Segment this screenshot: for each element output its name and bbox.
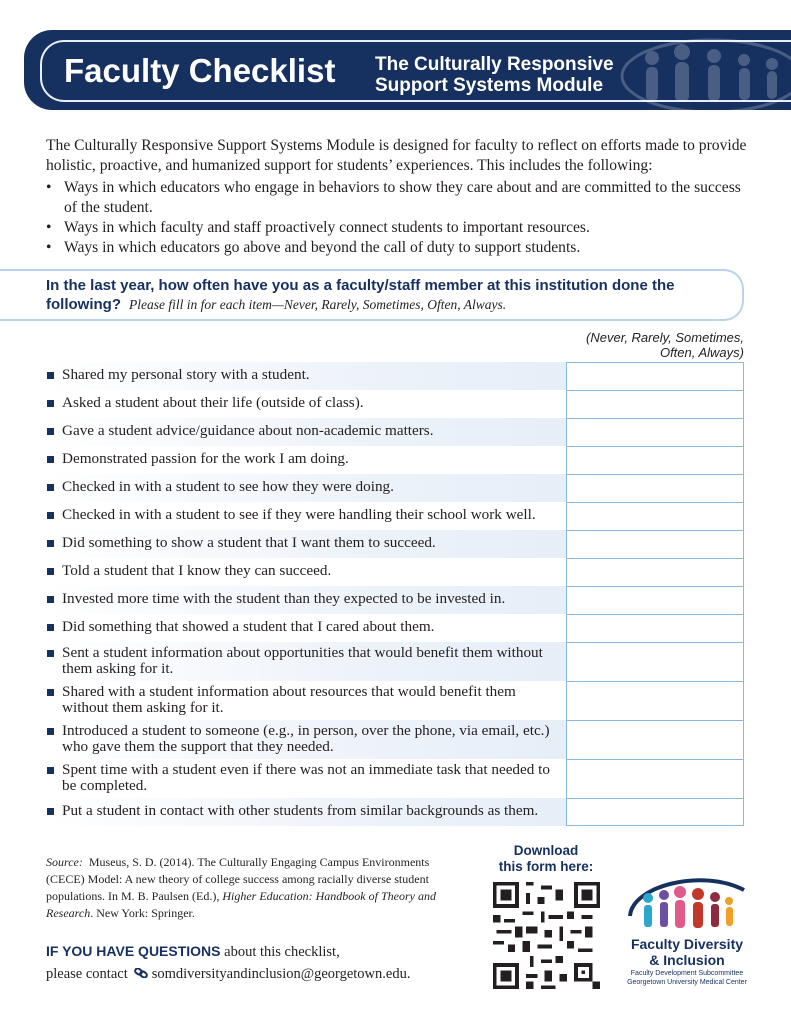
contact-heading: IF YOU HAVE QUESTIONS xyxy=(46,943,221,959)
square-bullet-icon xyxy=(47,568,54,575)
checklist-item xyxy=(44,502,566,530)
checklist-item-text: Introduced a student to someone (e.g., in person, over the phone, via email, etc.) who gave them the support that they needed. xyxy=(62,722,550,755)
checklist-item xyxy=(44,446,566,474)
checklist-row xyxy=(44,530,744,558)
checklist-row xyxy=(44,642,744,681)
intro-bullet: • Ways in which faculty and staff proactively connect students to important resources. xyxy=(46,218,752,238)
source-text: Museus, S. D. (2014). The Culturally Engaging Campus Environments (CECE) Model: A new theory of college success among racially diverse student populations. In M. B. Paulsen (Ed.), xyxy=(46,855,430,903)
source-book-title: Higher Education: Handbook of Theory and Research xyxy=(46,889,436,920)
square-bullet-icon xyxy=(47,400,54,407)
checklist-row xyxy=(44,558,744,586)
logo-name-line-1: Faculty Diversity xyxy=(630,936,744,952)
checklist-item xyxy=(44,418,566,446)
square-bullet-icon xyxy=(47,689,54,696)
answer-field[interactable] xyxy=(566,586,744,614)
subtitle-line-1: The Culturally Responsive xyxy=(375,54,614,75)
checklist-item-text: Did something that showed a student that I cared about them. xyxy=(62,618,435,635)
checklist-item-text: Invested more time with the student than they expected to be invested in. xyxy=(62,590,506,607)
intro-bullet-list xyxy=(46,178,752,258)
checklist-item xyxy=(44,681,566,720)
checklist-item-text: Told a student that I know they can succeed. xyxy=(62,562,332,579)
checklist-row xyxy=(44,418,744,446)
source-citation xyxy=(46,854,466,922)
square-bullet-icon xyxy=(47,596,54,603)
checklist-row xyxy=(44,759,744,798)
checklist-item-text: Did something to show a student that I want them to succeed. xyxy=(62,534,436,551)
answer-field[interactable] xyxy=(566,474,744,502)
checklist-row xyxy=(44,446,744,474)
checklist-row xyxy=(44,362,744,390)
answer-field[interactable] xyxy=(566,362,744,390)
square-bullet-icon xyxy=(47,650,54,657)
checklist-item-text: Gave a student advice/guidance about non-academic matters. xyxy=(62,422,434,439)
source-label: Source: xyxy=(46,855,83,869)
square-bullet-icon xyxy=(47,808,54,815)
answer-column-header-line-1: (Never, Rarely, Sometimes, xyxy=(586,330,744,345)
checklist-item-text: Demonstrated passion for the work I am doing. xyxy=(62,450,349,467)
answer-field[interactable] xyxy=(566,759,744,798)
checklist-item-text: Shared my personal story with a student. xyxy=(62,366,310,383)
intro-bullet: • Ways in which educators go above and beyond the call of duty to support students. xyxy=(46,238,752,258)
question-prompt: In the last year, how often have you as a faculty/staff member at this institution done the following? xyxy=(46,277,675,313)
download-label xyxy=(490,843,602,875)
answer-field[interactable] xyxy=(566,502,744,530)
answer-field[interactable] xyxy=(566,446,744,474)
logo-name-line-2: & Inclusion xyxy=(649,952,725,968)
square-bullet-icon xyxy=(47,728,54,735)
square-bullet-icon xyxy=(47,372,54,379)
checklist-item-text: Checked in with a student to see if they were handling their school work well. xyxy=(62,506,536,523)
contact-section xyxy=(46,940,466,985)
square-bullet-icon xyxy=(47,456,54,463)
square-bullet-icon xyxy=(47,428,54,435)
checklist-item xyxy=(44,558,566,586)
checklist-row xyxy=(44,502,744,530)
checklist-item xyxy=(44,474,566,502)
checklist-item xyxy=(44,390,566,418)
contact-line-2 xyxy=(46,963,466,985)
checklist-row xyxy=(44,586,744,614)
checklist-item-text: Shared with a student information about resources that would benefit them without them asking for it. xyxy=(62,683,516,716)
intro-section xyxy=(46,136,752,258)
contact-line-1 xyxy=(46,940,466,963)
answer-field[interactable] xyxy=(566,390,744,418)
checklist-item xyxy=(44,530,566,558)
qr-code-icon[interactable] xyxy=(493,882,600,989)
contact-text: about this checklist, xyxy=(224,944,340,960)
checklist-item-text: Spent time with a student even if there was not an immediate task that needed to be completed. xyxy=(62,761,550,794)
checklist-item-text: Asked a student about their life (outside of class). xyxy=(62,394,364,411)
checklist-row xyxy=(44,474,744,502)
checklist-row xyxy=(44,798,744,826)
checklist-item xyxy=(44,642,566,681)
page-subtitle xyxy=(375,54,655,96)
square-bullet-icon xyxy=(47,540,54,547)
answer-field[interactable] xyxy=(566,681,744,720)
download-label-line-2: this form here: xyxy=(498,859,594,874)
answer-field[interactable] xyxy=(566,530,744,558)
answer-field[interactable] xyxy=(566,642,744,681)
question-instructions: Please fill in for each item—Never, Rarely, Sometimes, Often, Always. xyxy=(128,297,507,312)
square-bullet-icon xyxy=(47,484,54,491)
answer-column-header-line-2: Often, Always) xyxy=(659,345,744,360)
logo-subtitle-line-2: Georgetown University Medical Center xyxy=(627,979,747,986)
checklist-item xyxy=(44,614,566,642)
square-bullet-icon xyxy=(47,624,54,631)
checklist-row xyxy=(44,614,744,642)
source-publisher: . New York: Springer. xyxy=(90,906,195,920)
answer-field[interactable] xyxy=(566,720,744,759)
faculty-diversity-logo-icon xyxy=(612,868,762,938)
question-text xyxy=(46,276,736,314)
checklist-item-text: Sent a student information about opportunities that would benefit them without them asking for it. xyxy=(62,644,543,677)
checklist-item xyxy=(44,720,566,759)
subtitle-line-2: Support Systems Module xyxy=(375,75,604,96)
logo-subtitle xyxy=(612,969,762,987)
checklist-table xyxy=(44,362,744,826)
intro-paragraph: The Culturally Responsive Support Systems Module is designed for faculty to reflect on efforts made to provide holistic, proactive, and humanized support for students’ experiences. This includes the following: xyxy=(46,137,747,174)
checklist-row xyxy=(44,390,744,418)
logo-subtitle-line-1: Faculty Development Subcommittee xyxy=(630,970,744,977)
page-title: Faculty Checklist xyxy=(64,52,336,89)
contact-email-link[interactable]: somdiversityandinclusion@georgetown.edu. xyxy=(151,966,411,982)
square-bullet-icon xyxy=(47,512,54,519)
answer-column-header xyxy=(566,330,744,360)
link-icon xyxy=(134,968,148,978)
intro-bullet: • Ways in which educators who engage in behaviors to show they care about and are committed to the success of the student. xyxy=(46,178,752,218)
checklist-item xyxy=(44,362,566,390)
contact-prompt: please contact xyxy=(46,966,128,982)
logo-name xyxy=(612,936,762,968)
checklist-row xyxy=(44,681,744,720)
answer-field[interactable] xyxy=(566,614,744,642)
answer-field[interactable] xyxy=(566,798,744,826)
answer-field[interactable] xyxy=(566,418,744,446)
checklist-item-text: Put a student in contact with other students from similar backgrounds as them. xyxy=(62,802,539,819)
checklist-item xyxy=(44,759,566,798)
checklist-item xyxy=(44,586,566,614)
square-bullet-icon xyxy=(47,767,54,774)
checklist-item-text: Checked in with a student to see how they were doing. xyxy=(62,478,394,495)
checklist-row xyxy=(44,720,744,759)
checklist-item xyxy=(44,798,566,826)
answer-field[interactable] xyxy=(566,558,744,586)
download-label-line-1: Download xyxy=(513,843,579,858)
